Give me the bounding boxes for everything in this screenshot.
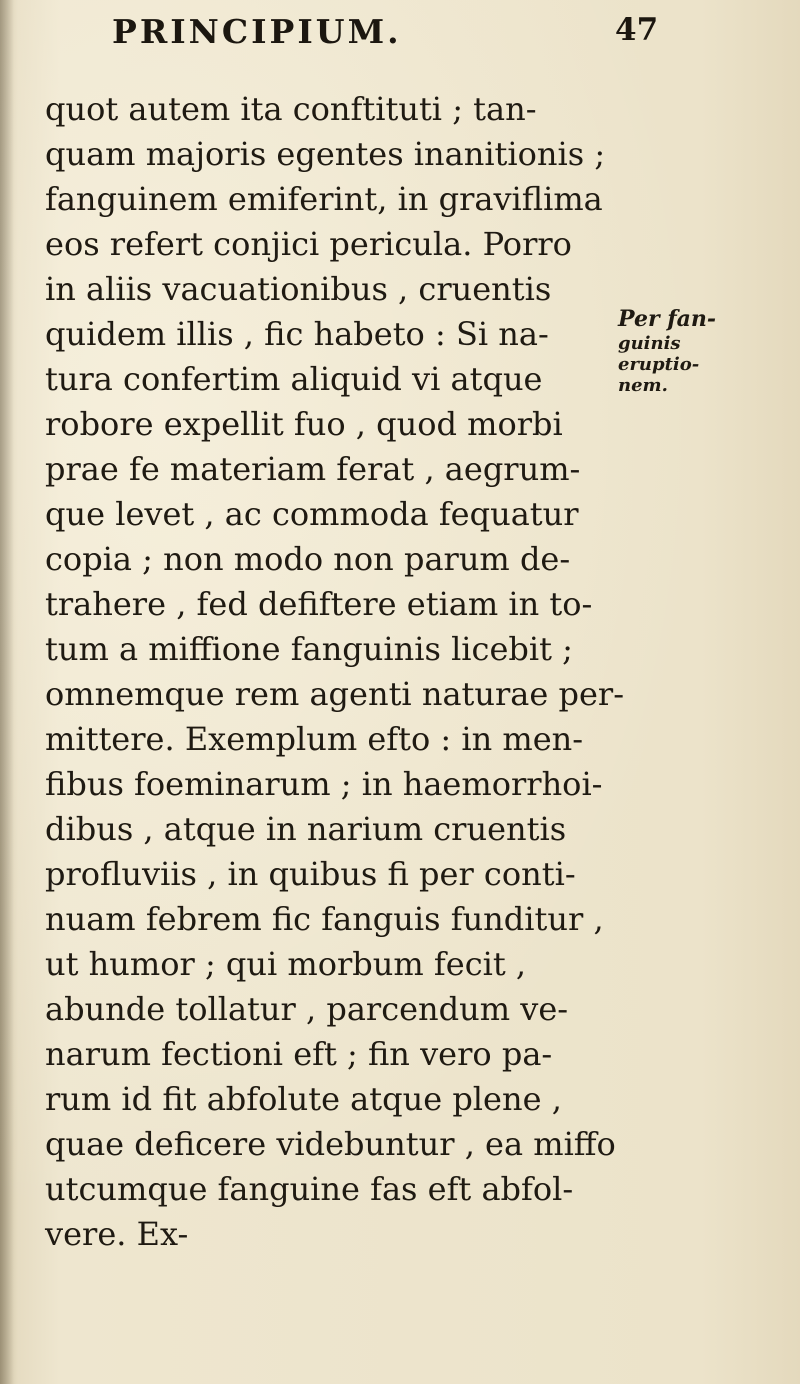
text-line: mittere. Exemplum efto : in men- <box>45 720 584 758</box>
text-line: utcumque fanguine fas eft abfol- <box>45 1170 574 1208</box>
text-line: abunde tollatur , parcendum ve- <box>45 990 569 1028</box>
gutter-shadow <box>0 0 14 1384</box>
text-line: copia ; non modo non parum de- <box>45 540 571 578</box>
text-line: in aliis vacuationibus , cruentis <box>45 270 552 308</box>
text-line: fanguinem emiferint, in graviflima <box>45 180 603 218</box>
margin-note-line: eruptio- <box>618 354 700 375</box>
text-line: quam majoris egentes inanitionis ; <box>45 135 606 173</box>
text-line: quae deficere videbuntur , ea miffo <box>45 1125 616 1163</box>
text-line: tura confertim aliquid vi atque <box>45 360 543 398</box>
text-line: que levet , ac commoda fequatur <box>45 495 579 533</box>
text-line: vere. Ex- <box>45 1215 189 1253</box>
text-line: prae fe materiam ferat , aegrum- <box>45 450 581 488</box>
text-line: nuam febrem fic fanguis funditur , <box>45 900 604 938</box>
text-line: ut humor ; qui morbum fecit , <box>45 945 527 983</box>
running-head: PRINCIPIUM. <box>112 12 402 51</box>
text-line: eos refert conjici pericula. Porro <box>45 225 572 263</box>
text-line: fibus foeminarum ; in haemorrhoi- <box>45 765 603 803</box>
page-header <box>112 6 672 60</box>
text-line: tum a miffione fanguinis licebit ; <box>45 630 573 668</box>
page-number: 47 <box>615 12 659 48</box>
margin-note-line: guinis <box>618 333 681 354</box>
text-line: quidem illis , fic habeto : Si na- <box>45 315 549 353</box>
text-line: robore expellit fuo , quod morbi <box>45 405 563 443</box>
margin-note-line: nem. <box>618 375 668 396</box>
text-line: rum id fit abfolute atque plene , <box>45 1080 562 1118</box>
margin-note-line: Per fan- <box>618 306 717 332</box>
text-line: trahere , fed defiftere etiam in to- <box>45 585 593 623</box>
text-line: omnemque rem agenti naturae per- <box>45 675 624 713</box>
text-line: dibus , atque in narium cruentis <box>45 810 567 848</box>
text-line: narum fectioni eft ; fin vero pa- <box>45 1035 553 1073</box>
text-line: profluviis , in quibus fi per conti- <box>45 855 576 893</box>
text-line: quot autem ita conftituti ; tan- <box>45 90 537 128</box>
